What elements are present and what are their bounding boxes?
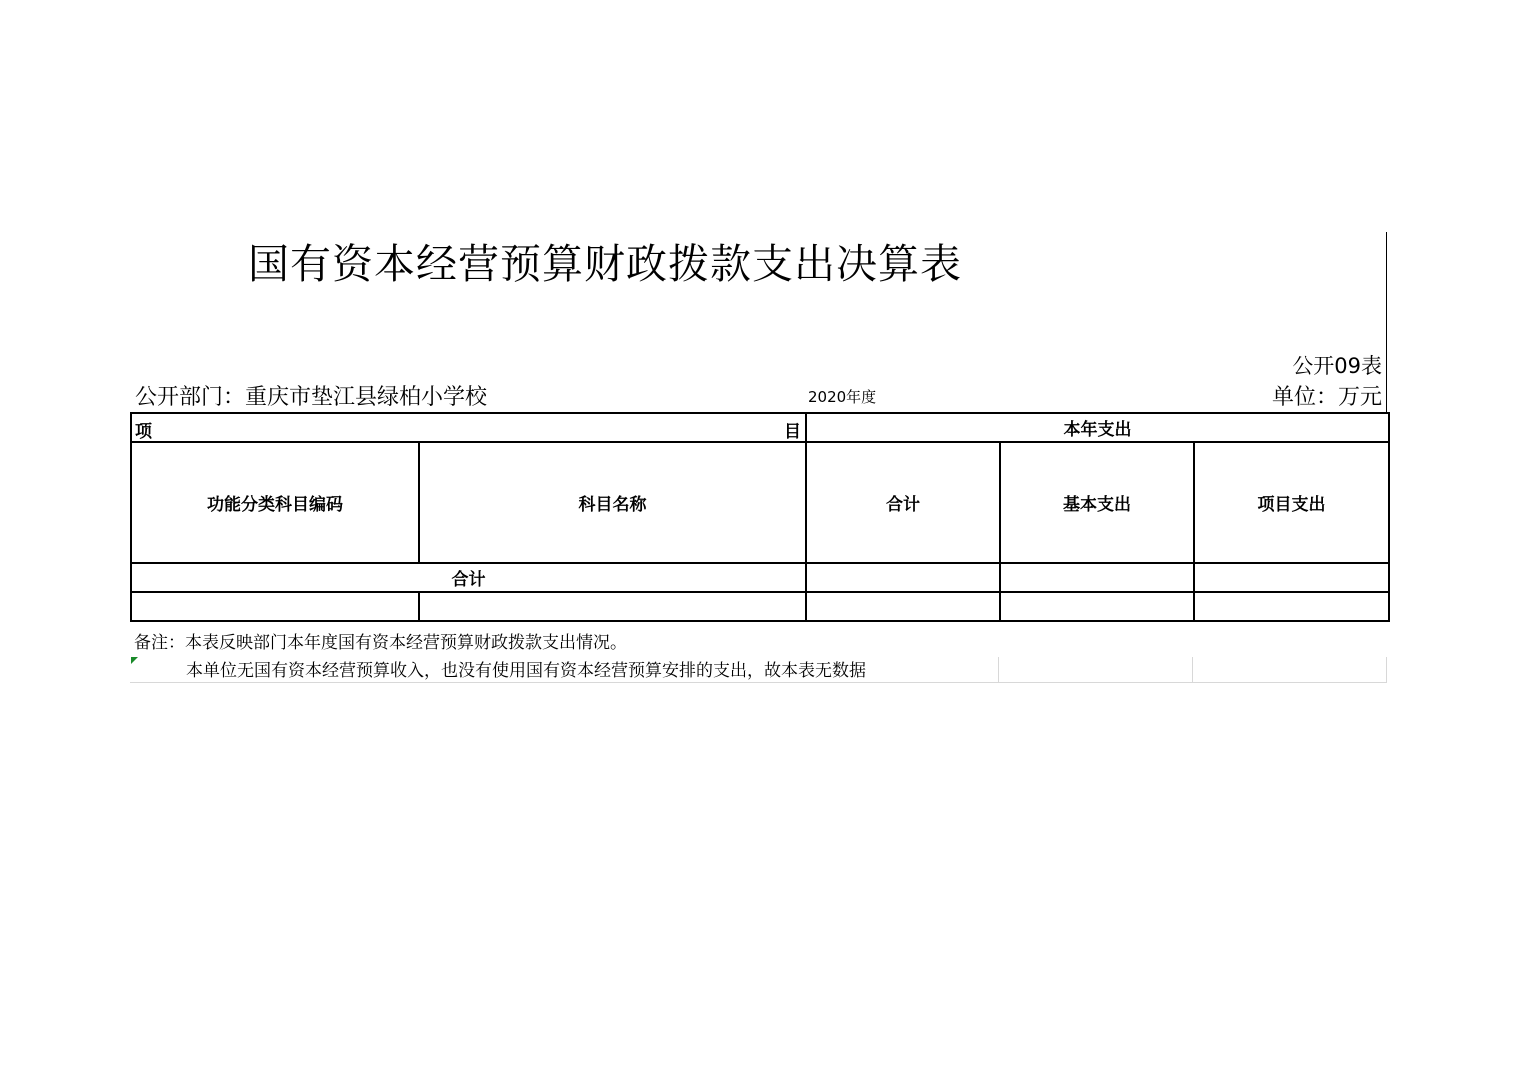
page-title: 国有资本经营预算财政拨款支出决算表	[248, 240, 962, 288]
item-header-right: 目	[784, 422, 801, 442]
total-row-label: 合计	[131, 563, 806, 592]
table-total-row	[131, 563, 1389, 592]
faint-gridline	[998, 657, 999, 682]
department-label: 公开部门：重庆市垫江县绿柏小学校	[135, 385, 488, 410]
table-cell	[419, 592, 806, 621]
page-edge-rule	[1386, 232, 1387, 412]
total-basic-cell	[1000, 563, 1194, 592]
item-header-cell	[131, 413, 806, 442]
col-basic-expense: 基本支出	[1000, 442, 1194, 563]
table-cell	[806, 592, 1000, 621]
comment-marker-icon	[131, 657, 138, 664]
table-row	[131, 592, 1389, 621]
expense-table	[130, 412, 1390, 622]
no-data-note: 本单位无国有资本经营预算收入，也没有使用国有资本经营预算安排的支出，故本表无数据	[186, 661, 866, 681]
current-year-expense-header: 本年支出	[806, 413, 1389, 442]
faint-gridline	[1386, 657, 1387, 682]
table-header-row	[131, 413, 1389, 442]
item-header-left: 项	[135, 422, 152, 442]
table-cell	[131, 592, 419, 621]
col-total: 合计	[806, 442, 1000, 563]
col-project-expense: 项目支出	[1194, 442, 1389, 563]
form-number: 公开09表	[1292, 354, 1382, 378]
col-subject-name: 科目名称	[419, 442, 806, 563]
total-project-cell	[1194, 563, 1389, 592]
table-cell	[1000, 592, 1194, 621]
faint-gridline	[1192, 657, 1193, 682]
total-cell	[806, 563, 1000, 592]
fiscal-year: 2020年度	[808, 388, 877, 406]
table-cell	[1194, 592, 1389, 621]
table-subheader-row	[131, 442, 1389, 563]
remark-note: 备注：本表反映部门本年度国有资本经营预算财政拨款支出情况。	[134, 633, 627, 653]
col-function-code: 功能分类科目编码	[131, 442, 419, 563]
unit-label: 单位：万元	[1271, 385, 1382, 410]
